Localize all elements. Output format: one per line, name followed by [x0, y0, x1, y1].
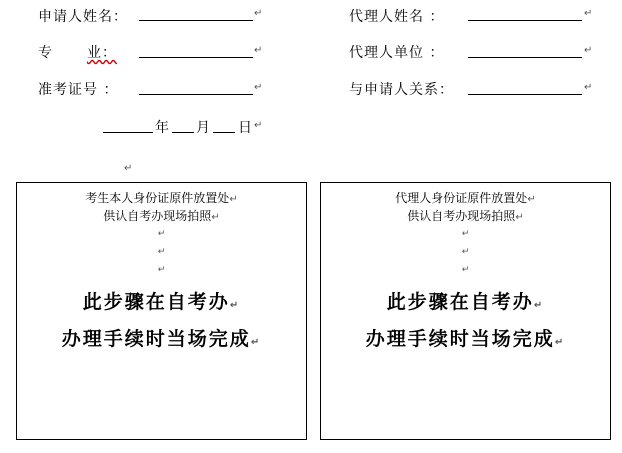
major-label-first: 专	[38, 45, 53, 61]
box-caption-line1: 代理人身份证原件放置处↵	[395, 191, 536, 205]
major-field[interactable]	[139, 57, 253, 58]
box-note-line1: 此步骤在自考办↵	[386, 291, 545, 313]
paragraph-mark: ↵	[584, 45, 593, 56]
relation-label: 与申请人关系：	[349, 82, 454, 98]
paragraph-mark: ↵	[461, 229, 470, 239]
paragraph-mark: ↵	[124, 163, 133, 174]
proxy-id-card-box	[320, 182, 611, 440]
month-label: 月	[196, 120, 211, 136]
applicant-name-label: 申请人姓名：	[38, 9, 128, 25]
paragraph-mark: ↵	[157, 247, 166, 257]
proxy-unit-label: 代理人单位 ：	[349, 45, 445, 61]
box-note-line1: 此步骤在自考办↵	[82, 291, 241, 313]
proxy-name-field[interactable]	[468, 20, 582, 21]
year-label: 年	[155, 120, 170, 136]
paragraph-mark: ↵	[584, 8, 593, 19]
paragraph-mark: ↵	[157, 265, 166, 275]
proxy-unit-field[interactable]	[468, 57, 582, 58]
relation-field[interactable]	[468, 94, 582, 95]
paragraph-mark: ↵	[157, 229, 166, 239]
paragraph-mark: ↵	[254, 120, 263, 131]
applicant-name-field[interactable]	[139, 20, 253, 21]
box-note-line2: 办理手续时当场完成↵	[365, 328, 566, 350]
day-label: 日	[238, 120, 253, 136]
proxy-name-label: 代理人姓名 ：	[349, 9, 445, 25]
paragraph-mark: ↵	[461, 265, 470, 275]
paragraph-mark: ↵	[254, 45, 263, 56]
year-field[interactable]	[103, 132, 153, 133]
exam-id-field[interactable]	[139, 94, 253, 95]
month-field[interactable]	[172, 132, 194, 133]
day-field[interactable]	[213, 132, 235, 133]
box-note-line2: 办理手续时当场完成↵	[61, 328, 262, 350]
box-caption-line2: 供认自考办现场拍照↵	[103, 209, 220, 223]
major-label-second: 业：	[87, 45, 117, 61]
exam-id-label: 准考证号 ：	[38, 82, 119, 98]
paragraph-mark: ↵	[254, 8, 263, 19]
box-caption-line2: 供认自考办现场拍照↵	[407, 209, 524, 223]
box-caption-line1: 考生本人身份证原件放置处↵	[85, 191, 238, 205]
paragraph-mark: ↵	[584, 82, 593, 93]
applicant-id-card-box	[16, 182, 307, 440]
paragraph-mark: ↵	[254, 82, 263, 93]
paragraph-mark: ↵	[461, 247, 470, 257]
